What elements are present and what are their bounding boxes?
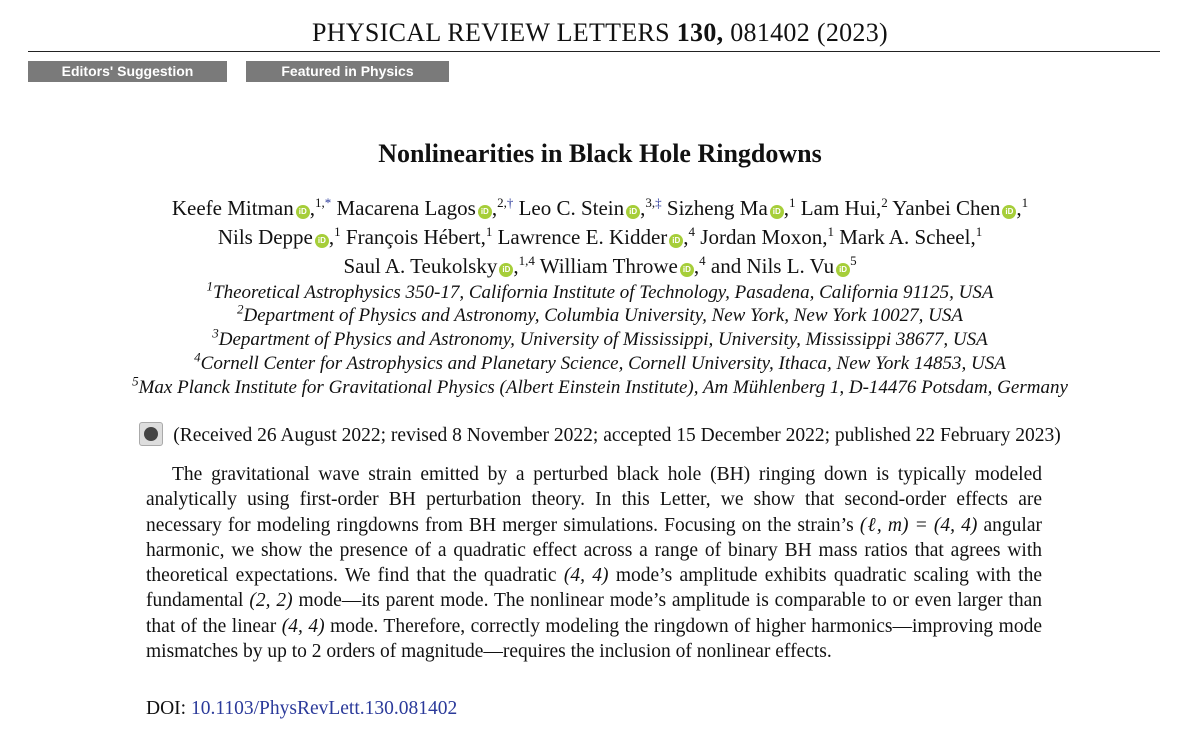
author-name[interactable]: Nils Deppe <box>217 225 313 249</box>
orcid-icon[interactable]: iD <box>626 205 640 219</box>
author-line-1: Keefe Mitman iD ,$^{1,*}$ Macarena Lagos iD ,$^{2,\dagger}$ Leo C. Stein iD ,$^{3,\ddagger}$ Sizheng Ma iD ,$^1$ Lam Hui,$^2$ Yanbei Chen iD ,$^1$ <box>171 195 1029 220</box>
journal-volume: 130, <box>676 18 724 47</box>
featured-in-physics-badge[interactable]: Featured in Physics <box>246 61 449 82</box>
doi-link[interactable]: 10.1103/PhysRevLett.130.081402 <box>190 698 458 719</box>
orcid-icon[interactable]: iD <box>1002 205 1016 219</box>
author-name[interactable]: Macarena Lagos <box>336 196 476 220</box>
journal-name: PHYSICAL REVIEW LETTERS <box>312 18 670 47</box>
orcid-icon[interactable]: iD <box>296 205 310 219</box>
orcid-icon[interactable]: iD <box>499 263 513 277</box>
affiliation-5: $^5$Max Planck Institute for Gravitational Physics (Albert Einstein Institute), Am Mühlenberg 1, D-14476 Potsdam, Germany <box>132 373 1068 398</box>
abstract: The gravitational wave strain emitted by a perturbed black hole (BH) ringing down is typically modeled analytically using first-order BH perturbation theory. In this Letter, we show that second-order effects are necessary for modeling ringdowns from BH merger simulations. Focusing on the strain’s (ℓ, m) = (4, 4) angular harmonic, we show the presence of a quadratic effect across a range of binary BH mass ratios that agrees with theoretical expectations. We find that the quadratic (4, 4) mode’s amplitude exhibits quadratic scaling with the fundamental (2, 2) mode—its parent mode. The nonlinear mode’s amplitude is comparable to or even larger than that of the linear (4, 4) mode. Therefore, correctly modeling the ringdown of higher harmonics—improving mode mismatches by up to 2 orders of magnitude—requires the inclusion of nonlinear effects. <box>146 464 1043 663</box>
author-name[interactable]: Yanbei Chen <box>892 196 1001 220</box>
editors-suggestion-badge[interactable]: Editors' Suggestion <box>28 61 227 82</box>
article-number: 081402 <box>730 18 811 47</box>
math-inline: (2, 2) <box>249 590 293 612</box>
author-name[interactable]: Jordan Moxon <box>700 225 823 249</box>
orcid-icon[interactable]: iD <box>478 205 492 219</box>
author-name[interactable]: Lam Hui <box>800 196 877 220</box>
orcid-icon[interactable]: iD <box>680 263 694 277</box>
math-inline: (ℓ, m) = (4, 4) <box>859 514 978 536</box>
journal-year: (2023) <box>816 18 888 47</box>
affiliation-3: $^3$Department of Physics and Astronomy, University of Mississippi, University, Mississippi 38677, USA <box>212 325 988 350</box>
doi-label: DOI: <box>146 698 187 719</box>
orcid-icon[interactable]: iD <box>315 234 329 248</box>
author-name[interactable]: William Throwe <box>539 254 678 278</box>
header-rule <box>28 51 1160 52</box>
author-name[interactable]: Lawrence E. Kidder <box>497 225 668 249</box>
author-name[interactable]: François Hébert <box>345 225 481 249</box>
author-name[interactable]: Mark A. Scheel <box>839 225 971 249</box>
affiliation-4: $^4$Cornell Center for Astrophysics and Planetary Science, Cornell University, Ithaca, New York 14853, USA <box>194 349 1006 374</box>
received-dates: (Received 26 August 2022; revised 8 November 2022; accepted 15 December 2022; published 22 February 2023) <box>0 422 1200 447</box>
author-name[interactable]: Nils L. Vu <box>746 254 835 278</box>
affiliation-1: $^1$Theoretical Astrophysics 350-17, California Institute of Technology, Pasadena, California 91125, USA <box>206 278 994 303</box>
affiliation-2: $^2$Department of Physics and Astronomy, Columbia University, New York, New York 10027, USA <box>236 301 964 326</box>
doi-line <box>146 698 457 720</box>
history-icon[interactable] <box>139 422 163 446</box>
math-inline: (4, 4) <box>563 565 609 587</box>
author-name[interactable]: Saul A. Teukolsky <box>343 254 498 278</box>
orcid-icon[interactable]: iD <box>770 205 784 219</box>
math-inline: (4, 4) <box>281 615 325 637</box>
author-line-3: Saul A. Teukolsky iD ,$^{1,4}$ William Throwe iD ,$^4$ and Nils L. Vu $iD^5$ <box>343 253 857 278</box>
orcid-icon[interactable]: iD <box>669 234 683 248</box>
author-name[interactable]: Sizheng Ma <box>666 196 768 220</box>
author-name[interactable]: Keefe Mitman <box>171 196 294 220</box>
paper-title: Nonlinearities in Black Hole Ringdowns <box>378 139 822 168</box>
journal-header <box>0 18 1200 48</box>
author-line-2: Nils Deppe iD ,$^1$ François Hébert,$^1$ Lawrence E. Kidder iD ,$^4$ Jordan Moxon,$^1$ Mark A. Scheel,$^1$ <box>217 224 983 249</box>
orcid-icon[interactable]: iD <box>836 263 850 277</box>
author-name[interactable]: Leo C. Stein <box>518 196 625 220</box>
